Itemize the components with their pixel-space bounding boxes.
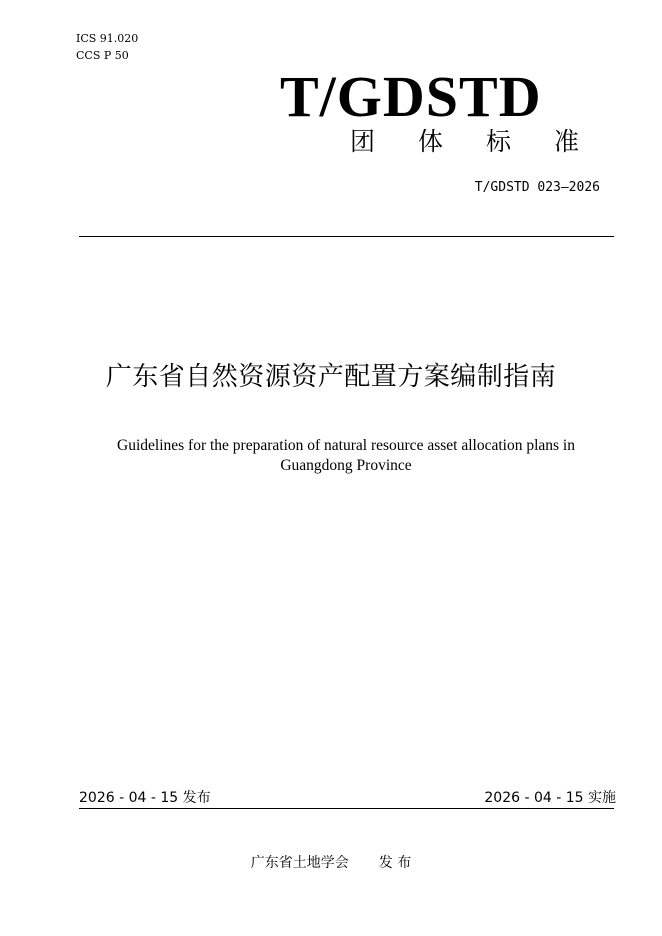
english-title-line-2: Guangdong Province — [280, 457, 412, 474]
publisher-line — [0, 853, 662, 873]
implement-date: 2026 - 04 - 15 实施 — [484, 790, 616, 806]
english-title-line-1: Guidelines for the preparation of natural resource asset allocation plans in — [117, 437, 575, 454]
ics-code: ICS 91.020 — [76, 32, 139, 45]
publish-word: 发 布 — [378, 855, 412, 871]
ccs-code: CCS P 50 — [76, 49, 129, 62]
bottom-divider — [79, 808, 614, 809]
standard-number: T/GDSTD 023—2026 — [474, 180, 600, 195]
publisher-name: 广东省土地学会 — [250, 855, 349, 871]
standard-logo: T/GDSTD — [280, 64, 542, 129]
standard-type: 团体标准 — [350, 127, 623, 156]
document-title-english — [90, 436, 602, 476]
publish-date: 2026 - 04 - 15 发布 — [79, 790, 211, 806]
top-divider — [79, 236, 614, 237]
document-title-chinese: 广东省自然资源资产配置方案编制指南 — [105, 362, 557, 392]
